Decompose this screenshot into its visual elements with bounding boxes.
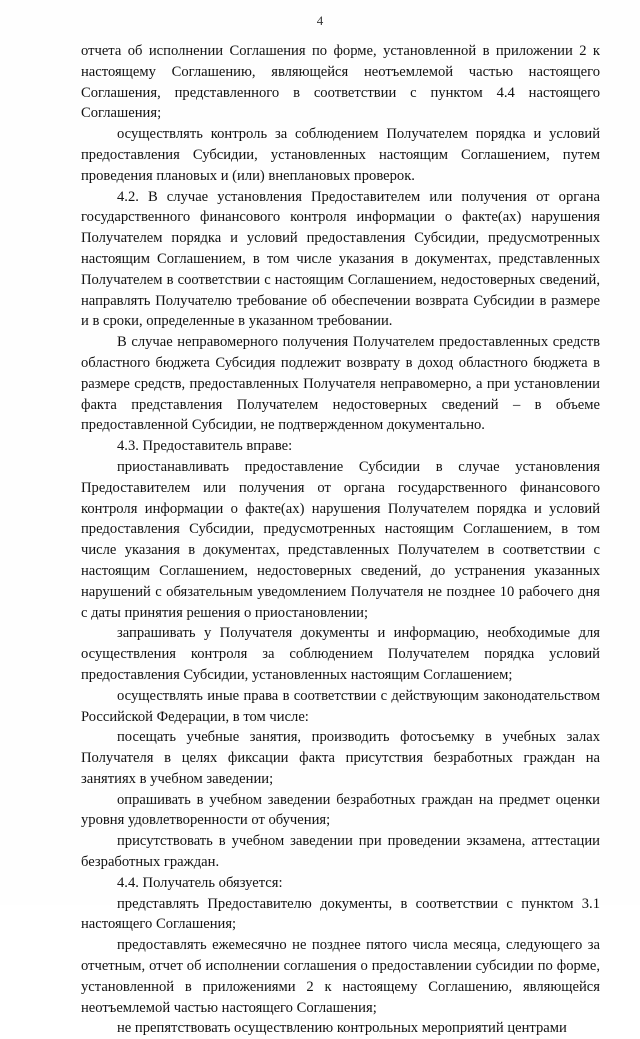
paragraph-report-form: отчета об исполнении Соглашения по форме, установленной в приложении 2 к настоящему Соглашению, являющейся неотъемлемой частью настоящего Соглашения, представленного в соответствии с пунктом 4.4 настоящего Соглашения; (81, 43, 600, 122)
document-body (81, 41, 600, 1039)
paragraph-survey: опрашивать в учебном заведении безработных граждан на предмет оценки уровня удовлетворенности от обучения; (81, 791, 600, 829)
page-number: 4 (316, 13, 324, 28)
paragraph-attend-classes: посещать учебные занятия, производить фотосъемку в учебных залах Получателя в целях фиксации факта присутствия безработных граждан на занятиях в учебном заведении; (81, 729, 600, 787)
paragraph-unlawful-receipt: В случае неправомерного получения Получателем предоставленных средств областного бюджета Субсидия подлежит возврату в доход областного бюджета в размере средств, предоставленных Получателя неправомерно, а при установлении факта представления Получателем недостоверных сведений – в объеме предоставленной Субсидии, не подтвержденном документально. (81, 334, 600, 434)
paragraph-4-3-heading: 4.3. Предоставитель вправе: (117, 438, 293, 455)
paragraph-4-2: 4.2. В случае установления Предоставителем или получения от органа государственного финансового контроля информации о факте(ах) нарушения Получателем порядка и условий предоставления Субсидии, предусмотренных настоящим Соглашением, в том числе указания в документах, представленных Получателем в соответствии с настоящим Соглашением, недостоверных сведений, направлять Получателю требование об обеспечении возврата Субсидии в размере и в сроки, определенные в указанном требовании. (81, 188, 600, 330)
paragraph-other-rights: осуществлять иные права в соответствии с действующим законодательством Российской Федерации, в том числе: (81, 687, 600, 725)
paragraph-monthly-report: предоставлять ежемесячно не позднее пятого числа месяца, следующего за отчетным, отчет об исполнении соглашения о предоставлении субсидии по форме, установленной в приложениями 2 к настоящему Соглашению, являющейся неотъемлемой частью настоящего Соглашения; (81, 937, 600, 1016)
paragraph-not-obstruct: не препятствовать осуществлению контрольных мероприятий центрами (117, 1020, 567, 1037)
paragraph-4-4-heading: 4.4. Получатель обязуется: (117, 874, 283, 891)
paragraph-control: осуществлять контроль за соблюдением Получателем порядка и условий предоставления Субсидии, установленных настоящим Соглашением, путем проведения плановых и (или) внеплановых проверок. (81, 126, 600, 184)
paragraph-attend-exam: присутствовать в учебном заведении при проведении экзамена, аттестации безработных граждан. (81, 833, 600, 871)
paragraph-request-documents: запрашивать у Получателя документы и информацию, необходимые для осуществления контроля за соблюдением Получателем порядка условий предоставления Субсидии, установленных настоящим Соглашением; (81, 625, 600, 683)
paragraph-submit-documents: представлять Предоставителю документы, в соответствии с пунктом 3.1 настоящего Соглашения; (81, 895, 600, 933)
paragraph-suspend-subsidy: приостанавливать предоставление Субсидии в случае установления Предоставителем или получения от органа государственного финансового контроля информации о факте(ах) нарушения Получателем порядка и условий предоставления Субсидии, предусмотренных настоящим Соглашением, в том числе указания в документах, представленных Получателем в соответствии с настоящим Соглашением, недостоверных сведений, до устранения указанных нарушений с обязательным уведомлением Получателя не позднее 10 рабочего дня с даты принятия решения о приостановлении; (81, 458, 600, 621)
